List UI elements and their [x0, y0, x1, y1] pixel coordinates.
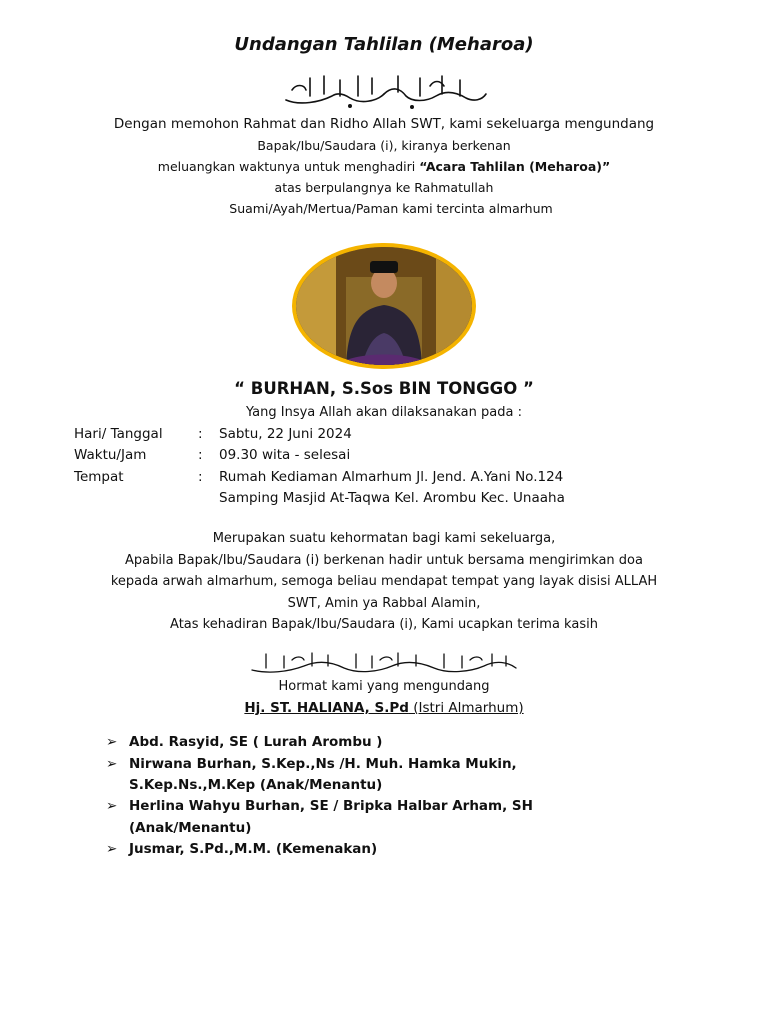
closing-line-3: kepada arwah almarhum, semoga beliau mendapat tempat yang layak disisi ALLAH	[110, 574, 658, 589]
detail-value: 09.30 wita - selesai	[219, 447, 351, 463]
portrait-illustration	[296, 247, 472, 365]
page-title: Undangan Tahlilan (Meharoa)	[234, 34, 534, 55]
deceased-name: “ BURHAN, S.Sos BIN TONGGO ”	[234, 379, 534, 398]
event-name: “Acara Tahlilan (Meharoa)”	[419, 159, 611, 174]
detail-label: Tempat	[74, 469, 124, 485]
intro-line-5: Suami/Ayah/Mertua/Paman kami tercinta almarhum	[229, 201, 553, 216]
closing-line-2: Apabila Bapak/Ibu/Saudara (i) berkenan hadir untuk bersama mengirimkan doa	[125, 553, 643, 568]
family-item-text: (Anak/Menantu)	[129, 820, 252, 836]
intro-line-3-prefix: meluangkan waktunya untuk menghadiri	[157, 159, 420, 174]
closing-line-1: Merupakan suatu kehormatan bagi kami sekeluarga,	[212, 531, 556, 546]
intro-line-4: atas berpulangnya ke Rahmatullah	[274, 180, 494, 195]
bullet-arrow-icon: ➢	[106, 756, 118, 772]
detail-label: Hari/ Tanggal	[74, 426, 163, 442]
intro-line-2: Bapak/Ibu/Saudara (i), kiranya berkenan	[257, 138, 511, 153]
intro-line-1: Dengan memohon Rahmat dan Ridho Allah SWT, kami sekeluarga mengundang	[113, 116, 655, 132]
closing-line-4: SWT, Amin ya Rabbal Alamin,	[287, 596, 481, 611]
intro-line-3	[0, 159, 768, 174]
signoff-greeting: Hormat kami yang mengundang	[278, 679, 490, 694]
bismillah-calligraphy	[280, 72, 490, 110]
detail-value: Sabtu, 22 Juni 2024	[219, 426, 352, 442]
portrait-frame	[292, 243, 476, 369]
bullet-arrow-icon: ➢	[106, 841, 118, 857]
closing-line-5: Atas kehadiran Bapak/Ibu/Saudara (i), Kami ucapkan terima kasih	[170, 617, 598, 632]
detail-colon: :	[198, 426, 203, 442]
family-item-text: Abd. Rasyid, SE ( Lurah Arombu )	[129, 734, 383, 750]
detail-colon: :	[198, 469, 203, 485]
detail-value: Samping Masjid At-Taqwa Kel. Arombu Kec. Unaaha	[219, 490, 565, 506]
family-item-text: Jusmar, S.Pd.,M.M. (Kemenakan)	[129, 841, 378, 857]
family-item-text: S.Kep.Ns.,M.Kep (Anak/Menantu)	[129, 777, 383, 793]
schedule-intro: Yang Insya Allah akan dilaksanakan pada :	[246, 405, 522, 420]
family-item-text: Herlina Wahyu Burhan, SE / Bripka Halbar Arham, SH	[129, 798, 533, 814]
salam-calligraphy	[248, 650, 520, 676]
signer-name: Hj. ST. HALIANA, S.Pd	[244, 700, 409, 716]
signer-line	[0, 700, 768, 716]
bullet-arrow-icon: ➢	[106, 798, 118, 814]
family-item-text: Nirwana Burhan, S.Kep.,Ns /H. Muh. Hamka Mukin,	[129, 756, 517, 772]
detail-colon: :	[198, 447, 203, 463]
detail-label: Waktu/Jam	[74, 447, 147, 463]
signer-relation: (Istri Almarhum)	[408, 700, 524, 716]
portrait-photo	[296, 247, 472, 365]
bullet-arrow-icon: ➢	[106, 734, 118, 750]
detail-value: Rumah Kediaman Almarhum Jl. Jend. A.Yani No.124	[219, 469, 564, 485]
